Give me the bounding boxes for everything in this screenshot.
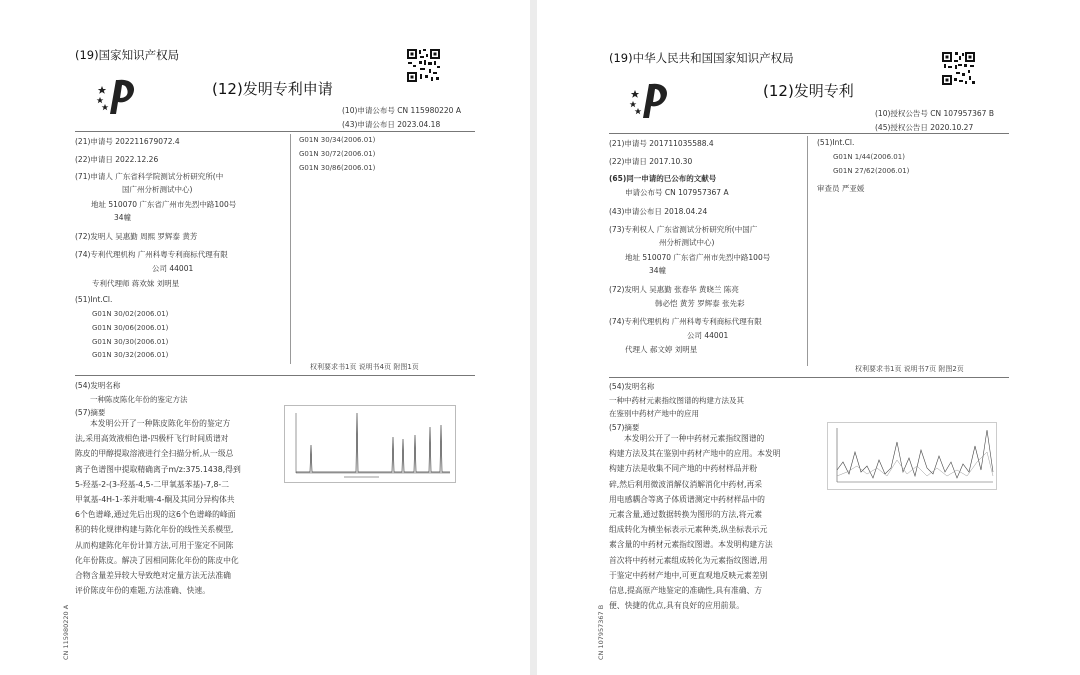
left-ipc-heading: (51)Int.Cl. [75,295,113,304]
left-app-date: (22)申请日 2022.12.26 [75,155,159,164]
right-abstract-heading: (57)摘要 [609,423,640,432]
left-abstract-heading: (57)摘要 [75,408,106,417]
abstract-line: 便、快捷的优点,具有良好的应用前景。 [609,601,745,611]
left-abstract-body [75,416,275,598]
abstract-line: 合物含量差异较大导致绝对定量方法无法准确 [75,571,231,581]
qr-code-left [406,48,441,83]
left-pub-date: (43)申请公布日 2023.04.18 [342,120,441,129]
abstract-line: 素含量的中药材元素指纹图谱。本发明构建方法 [609,540,773,550]
left-doc-kind: (12)发明专利申请 [212,80,333,98]
right-ipc-heading: (51)Int.Cl. [817,138,855,147]
left-title-heading: (54)发明名称 [75,381,121,390]
left-agent: 专利代理师 蒋欢妹 刘明星 [92,279,180,288]
right-invention-title-line1: 一种中药材元素指纹图谱的构建方法及其 [609,396,744,405]
left-ipc-item: G01N 30/72(2006.01) [299,150,376,158]
left-address-line1: 地址 510070 广东省广州市先烈中路100号 [91,200,237,209]
right-inventors-line2: 韩必恺 黄芳 罗辉泰 张先彩 [655,299,745,308]
qr-code-right [941,51,976,86]
abstract-line: 积的转化规律构建与陈化年份的线性关系模型, [75,525,234,535]
left-invention-title: 一种陈皮陈化年份的鉴定方法 [90,395,188,404]
right-office-name: (19)中华人民共和国国家知识产权局 [609,51,794,65]
abstract-line: 碎,然后利用微波消解仪消解消化中药材,再采 [609,479,763,489]
left-applicant-line1: (71)申请人 广东省科学院测试分析研究所(中 [75,172,224,181]
left-ipc-item: G01N 30/32(2006.01) [92,351,169,359]
right-address-line2: 34幢 [649,266,667,275]
right-middle-rule [609,377,1009,378]
left-ipc-item: G01N 30/34(2006.01) [299,136,376,144]
cnipa-logo-right [629,80,683,120]
abstract-line: 法,采用高效液相色谱-四极杆飞行时间质谱对 [75,434,229,444]
right-header-rule [609,133,1009,134]
abstract-line: 陈皮的甲醇提取溶液进行全扫描分析,从一级总 [75,449,234,459]
abstract-line: 信息,提高原产地鉴定的准确性,具有准确、方 [609,586,763,596]
left-agency-line2: 公司 44001 [152,264,194,273]
right-page-count: 权利要求书1页 说明书7页 附图2页 [855,365,964,373]
abstract-line: 本发明公开了一种陈皮陈化年份的鉴定方 [90,419,231,428]
abstract-line: 构建方法及其在鉴别中药材产地中的应用。本发明 [609,449,781,459]
right-abstract-element-fingerprint [827,422,997,490]
abstract-line: 离子色谱图中提取精确离子m/z:375.1438,得到 [75,464,241,474]
abstract-line: 5-羟基-2-(3-羟基-4,5-二甲氧基苯基)-7,8-二 [75,479,230,489]
right-prior-no: 申请公布号 CN 107957367 A [625,188,729,197]
left-address-line2: 34幢 [114,213,132,222]
abstract-line: 组成转化为横坐标表示元素种类,纵坐标表示元 [609,525,768,535]
abstract-line: 本发明公开了一种中药材元素指纹图谱的 [624,434,765,443]
right-agency-line2: 公司 44001 [687,331,729,340]
left-page-count: 权利要求书1页 说明书4页 附图1页 [310,363,419,371]
abstract-line: 于鉴定中药材产地中,可更直观地反映元素差别 [609,570,768,580]
right-side-doc-number: CN 107957367 B [597,604,605,660]
right-patent-page [537,0,1080,675]
right-agent: 代理人 郝文婷 刘明星 [625,345,698,354]
right-address-line1: 地址 510070 广东省广州市先烈中路100号 [625,253,771,262]
abstract-line: 元素含量,通过数据转换为图形的方法,将元素 [609,510,763,520]
right-inventors-line1: (72)发明人 吴惠勤 张春华 黄晓兰 陈亮 [609,285,739,294]
right-ipc-item: G01N 1/44(2006.01) [833,153,905,161]
left-side-doc-number: CN 115980220 A [62,604,70,660]
left-ipc-item: G01N 30/02(2006.01) [92,310,169,318]
right-title-heading: (54)发明名称 [609,382,655,391]
right-examiner: 审查员 严亚媛 [817,184,865,193]
right-prior-heading: (65)同一申请的已公布的文献号 [609,174,717,183]
left-header-rule [75,131,475,132]
right-grant-date: (45)授权公告日 2020.10.27 [875,123,974,132]
right-patentee-line1: (73)专利权人 广东省测试分析研究所(中国广 [609,225,758,234]
abstract-line: 6个色谱峰,通过先后出现的这6个色谱峰的峰面 [75,510,236,520]
left-inventors: (72)发明人 吴惠勤 周熙 罗辉泰 黄芳 [75,232,198,241]
left-ipc-item: G01N 30/86(2006.01) [299,164,376,172]
right-abstract-body [609,431,809,613]
abstract-line: 从而构建陈化年份计算方法,可用于鉴定不同陈 [75,540,234,550]
abstract-line: 首次将中药材元素组成转化为元素指纹图谱,用 [609,555,768,565]
right-doc-kind: (12)发明专利 [763,82,854,100]
left-applicant-line2: 国广州分析测试中心) [122,185,193,194]
abstract-line: 甲氧基-4H-1-苯并吡喃-4-酮及其同分异构体共 [75,495,235,505]
left-agency-line1: (74)专利代理机构 广州科粤专利商标代理有限 [75,250,228,259]
abstract-line: 化年份陈皮。解决了因相同陈化年份的陈皮中化 [75,555,239,565]
left-column-divider [290,134,291,364]
abstract-line: 评价陈皮年份的难题,方法准确、快速。 [75,586,211,596]
left-abstract-chromatogram [284,405,456,483]
right-prior-date: (43)申请公布日 2018.04.24 [609,207,708,216]
right-app-date: (22)申请日 2017.10.30 [609,157,693,166]
page-gutter [530,0,537,675]
left-app-no: (21)申请号 202211679072.4 [75,137,180,146]
left-patent-page [0,0,530,675]
right-invention-title-line2: 在鉴别中药材产地中的应用 [609,409,699,418]
left-ipc-item: G01N 30/30(2006.01) [92,338,169,346]
left-middle-rule [75,375,475,376]
left-ipc-item: G01N 30/06(2006.01) [92,324,169,332]
cnipa-logo-left [96,76,150,116]
right-column-divider [807,136,808,366]
abstract-line: 用电感耦合等离子体质谱测定中药材样品中的 [609,494,765,504]
right-app-no: (21)申请号 201711035588.4 [609,139,714,148]
right-ipc-item: G01N 27/62(2006.01) [833,167,910,175]
right-agency-line1: (74)专利代理机构 广州科粤专利商标代理有限 [609,317,762,326]
right-grant-no: (10)授权公告号 CN 107957367 B [875,109,994,118]
left-pub-no: (10)申请公布号 CN 115980220 A [342,106,461,115]
abstract-line: 构建方法是收集不同产地的中药材样品并粉 [609,464,758,474]
right-patentee-line2: 州分析测试中心) [659,238,715,247]
left-office-name: (19)国家知识产权局 [75,48,180,62]
